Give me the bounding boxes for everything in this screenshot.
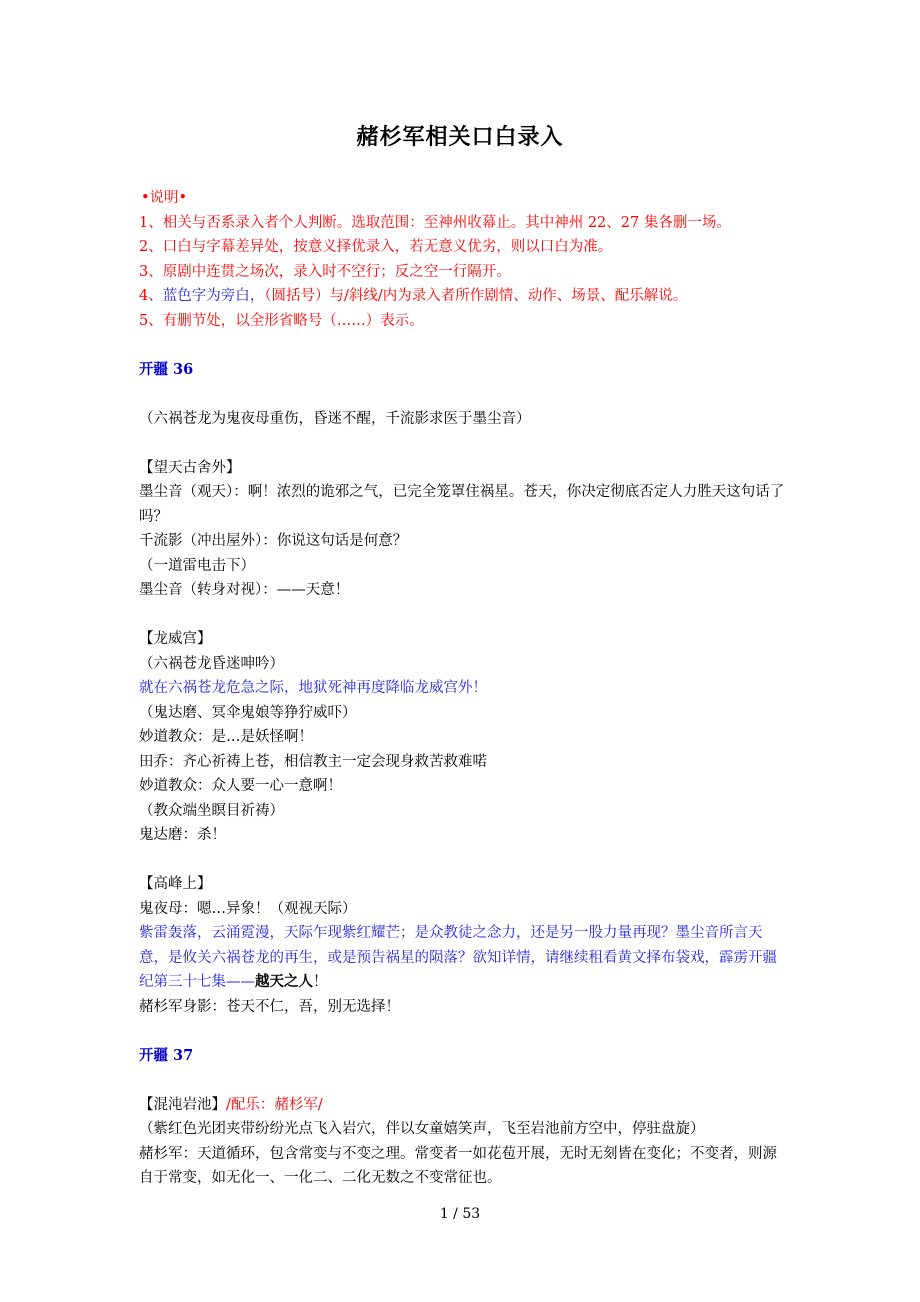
- dialogue-line: （六祸苍龙昏迷呻吟）: [139, 655, 284, 672]
- dialogue-line: （鬼达磨、冥伞鬼娘等狰狞威吓）: [139, 704, 357, 721]
- dialogue-line: 鬼达磨：杀！: [139, 827, 226, 843]
- scene-block: [139, 872, 789, 1019]
- dialogue-line: 妙道教众：是…是妖怪啊！: [139, 729, 313, 745]
- scene-location: 【混沌岩池】: [139, 1096, 226, 1113]
- spacer: [139, 431, 789, 456]
- dialogue-line: 赭杉军身影：苍天不仁，吾，别无选择！: [139, 998, 400, 1015]
- note-item-blue-text: 蓝色字为旁白，: [162, 288, 265, 304]
- dialogue-line: 墨尘音（转身对视）：——天意！: [139, 582, 350, 598]
- note-item: 2、口白与字幕差异处，按意义择优录入，若无意义优劣，则以口白为准。: [139, 239, 613, 255]
- narration-end: ！: [313, 974, 328, 990]
- next-episode-title: 越天之人: [255, 973, 313, 990]
- note-item: 3、原剧中连贯之场次，录入时不空行；反之空一行隔开。: [139, 263, 511, 280]
- scene-block: [139, 1093, 789, 1191]
- dialogue-line: 墨尘音（观天）：啊！浓烈的诡邪之气，已完全笼罩住祸星。苍天，你决定彻底否定人力胜天这句话了吗？: [139, 484, 785, 525]
- notes-heading: •说明•: [141, 190, 188, 206]
- narration-paragraph: [139, 921, 789, 995]
- music-note: /配乐：赭杉军/: [226, 1096, 323, 1113]
- dialogue-line: 妙道教众：众人要一心一意啊！: [139, 778, 342, 794]
- scene-location: 【高峰上】: [139, 876, 212, 892]
- note-item: 5、有删节处，以全形省略号（……）表示。: [139, 312, 424, 329]
- notes-section: [139, 186, 789, 333]
- document-body: [139, 186, 789, 1191]
- spacer: [139, 1019, 789, 1044]
- spacer: [139, 603, 789, 628]
- episode-heading: 开疆 36: [139, 360, 194, 378]
- note-item: [139, 284, 789, 309]
- dialogue-line: （紫红色光团夹带纷纷光点飞入岩穴，伴以女童嬉笑声，飞至岩池前方空中，停驻盘旋）: [139, 1121, 705, 1137]
- dialogue-line: 千流影（冲出屋外）：你说这句话是何意？: [139, 533, 408, 549]
- dialogue-line: （教众端坐瞑目祈祷）: [139, 802, 284, 819]
- note-item-number: 4、: [139, 288, 163, 304]
- note-item: 1、相关与否系录入者个人判断。选取范围：至神州收幕止。其中神州 22、27 集各删一场。: [139, 214, 731, 231]
- note-item-text: （圆括号）与/斜线/内为录入者所作剧情、动作、场景、配乐解说。: [264, 288, 688, 304]
- episode-heading: 开疆 37: [139, 1046, 194, 1064]
- scene-location: 【龙威宫】: [139, 631, 212, 647]
- scene-block: [139, 627, 789, 848]
- spacer: [139, 382, 789, 407]
- episode-intro: （六祸苍龙为鬼夜母重伤，昏迷不醒，千流影求医于墨尘音）: [139, 410, 531, 427]
- dialogue-line: 田乔：齐心祈祷上苍，相信教主一定会现身救苦救难喏: [139, 753, 487, 770]
- narration-line: 就在六祸苍龙危急之际，地狱死神再度降临龙威宫外！: [139, 680, 487, 696]
- dialogue-line: 赭杉军：天道循环，包含常变与不变之理。常变者一如花苞开展，无时无刻皆在变化；不变者，则源自于常变，如无化一、一化二、二化无数之不变常征也。: [139, 1145, 777, 1186]
- page-number: 1 / 53: [439, 1206, 481, 1222]
- spacer: [139, 333, 789, 358]
- spacer: [139, 1068, 789, 1093]
- scene-location-row: [139, 1093, 789, 1118]
- dialogue-line: 鬼夜母：嗯…异象！（观视天际）: [139, 900, 357, 917]
- dialogue-line: （一道雷电击下）: [139, 557, 255, 574]
- page-title: 赭杉军相关口白录入: [356, 124, 564, 150]
- scene-location: 【望天古舍外】: [139, 459, 241, 476]
- narration-text: 紫雷轰落，云涌霓漫，天际乍现紫红耀芒；是众教徒之念力，还是另一股力量再现？墨尘音所言天意，是攸关六祸苍龙的再生，或是预告祸星的陨落？欲知详情，请继续租看黄文择布袋戏，霹雳开疆纪第三十七集——: [139, 925, 777, 990]
- spacer: [139, 848, 789, 873]
- scene-block: [139, 456, 789, 603]
